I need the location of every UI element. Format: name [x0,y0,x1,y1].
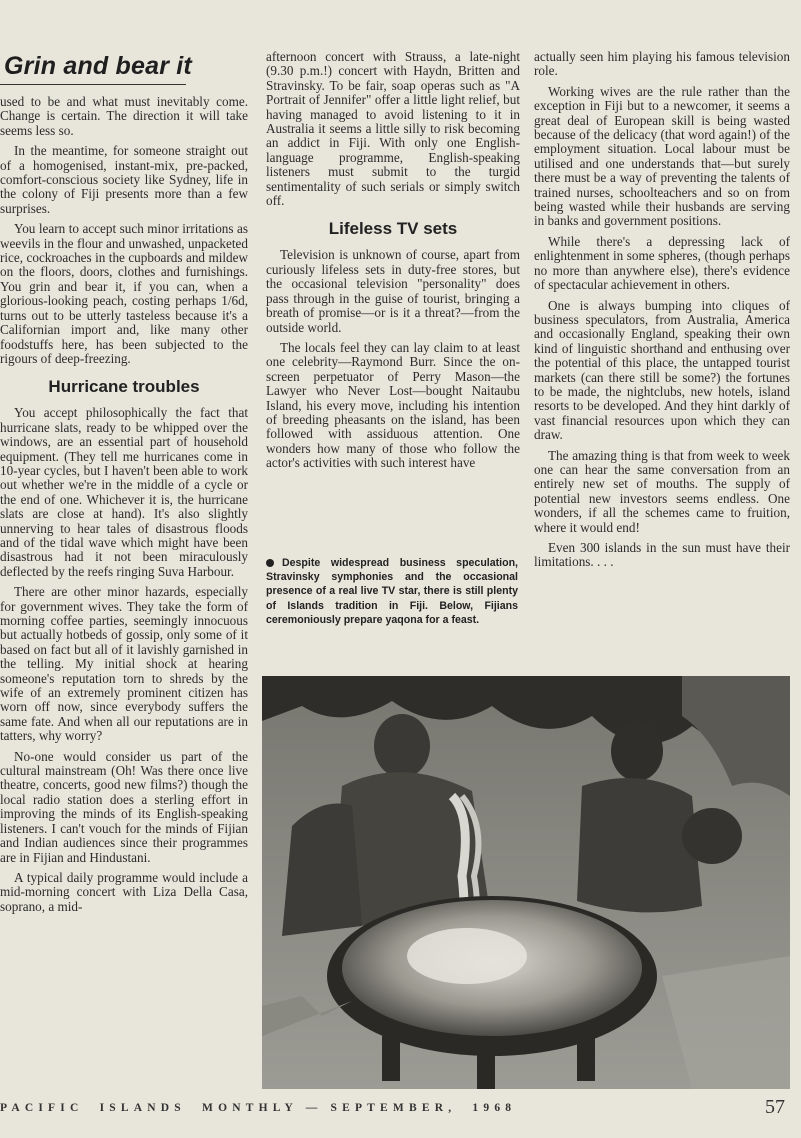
paragraph: While there's a depressing lack of enlightenment in some spheres, (though perhaps no more than anywhere else), there's evidence of spectacular achievement in others. [534,233,790,293]
paragraph: There are other minor hazards, especially for government wives. They take the form of morning coffee parties, seemingly innocuous but actually hotbeds of gossip, only some of it based on fact but all of it lavishly garnished in the telling. My initial shock at hearing someone's reputation torn to shreds by the wife of an extremely prominent citizen has worn off now, since everybody suffers the same fate. And when all our reputations are in tatters, why worry? [0,584,248,744]
paragraph: You accept philosophically the fact that hurricane slats, ready to be whipped over the windows, are an essential part of household equipment. (They tell me hurricanes come in 10-year cycles, but I haven't been able to work out whether we're in the middle of a cycle or the end of one. Whichever it is, the hurricane slats are close at hand). It's also slightly unnerving to hear tales of disastrous floods and of the tidal wave which might have been disastrous had it not been miraculously deflected by the reefs ringing Suva Harbour. [0,405,248,579]
article-column-3 [534,50,790,660]
page-footer [0,1098,801,1128]
paragraph: Even 300 islands in the sun must have their limitations. . . . [534,540,790,570]
paragraph: Working wives are the rule rather than the exception in Fiji but to a newcomer, it seems a great deal of European skill is being wasted because of the delicacy (that word again!) of the employment situation. Local labour must be utilised and one understands that—but surely there must be a way of preventing the talents of trained nurses, schoolteachers and so on from being wasted while their husbands are serving in banks and government positions. [534,83,790,229]
paragraph: No-one would consider us part of the cultural mainstream (Oh! Was there once live theatre, concerts, good new films?) though the local radio station does a sterling effort in improving the minds of its English-speaking listeners. I can't vouch for the minds of Fijian and Indian audiences since their programmes are in Fijian and Hindustani. [0,748,248,865]
photo-caption-text: Despite widespread business speculation, Stravinsky symphonies and the occasional presence of a real live TV star, there is still plenty of Islands tradition in Fiji. Below, Fijians ceremoniously prepare yaqona for a feast. [266,557,518,626]
headline-rule [0,84,186,85]
photo-caption [266,556,518,627]
publication-line: PACIFIC ISLANDS MONTHLY — SEPTEMBER, 1968 [0,1102,517,1114]
paragraph: You learn to accept such minor irritations as weevils in the flour and unwashed, unpacketed rice, cockroaches in the cupboards and mildew on the floors, doors, clothes and furnishings. You grin and bear it, if you can, when a glorious-looking peach, costing perhaps 1/6d, turns out to be utterly tasteless because it's a Californian import and, like many other foodstuffs here, has been subjected to the rigours of deep-freezing. [0,221,248,366]
section-subhead-hurricane: Hurricane troubles [48,377,200,397]
paragraph: A typical daily programme would include a mid-morning concert with Liza Della Casa, soprano, a mid- [0,869,248,914]
page-number: 57 [765,1096,785,1118]
bullet-icon [266,559,274,567]
paragraph: Television is unknown of course, apart from curiously lifeless sets in duty-free stores, but the occasional television "personality" does pass through in the guise of tourist, bringing a breath of promise—or is it a threat?—from the outside world. [266,247,520,335]
paragraph: actually seen him playing his famous television role. [534,50,790,79]
article-headline: Grin and bear it [4,52,192,80]
paragraph: In the meantime, for someone straight out of a homogenised, instant-mix, pre-packed, comfort-conscious society like Sydney, life in the colony of Fiji presents more than a few surprises. [0,143,248,216]
yaqona-ceremony-photo [262,676,790,1089]
article-column-1 [0,52,248,1102]
paragraph: One is always bumping into cliques of business speculators, from Australia, America and occasionally England, speaking their own kind of linguistic shorthand and enthusing over the potential of this place, the untapped tourist markets (can there still be some?) the fortunes to be made, the nightclubs, new hotels, island resorts to be developed. And they hint darkly of vast financial resources upon which they can draw. [534,297,790,443]
paragraph: afternoon concert with Strauss, a late-night (9.30 p.m.!) concert with Haydn, Britten and Stravinsky. To be fair, soap operas such as "A Portrait of Jennifer" offer a little light relief, but having managed to avoid listening to it in Australia it seems a little silly to risk becoming an addict in Fiji. With only one English-language programme, English-speaking listeners must submit to the turgid sentimentality of such serials or simply switch off. [266,50,520,209]
section-subhead-tv: Lifeless TV sets [328,219,458,239]
paragraph: The amazing thing is that from week to week one can hear the same conversation from an entirely new set of mouths. The supply of potential new investors seems endless. One wonders, if all the schemes came to fruition, where it would end! [534,447,790,535]
paragraph: used to be and what must inevitably come. Change is certain. The direction it will take seems less so. [0,94,248,138]
paragraph: The locals feel they can lay claim to at least one celebrity—Raymond Burr. Since the on-screen perpetuator of Perry Mason—the Lawyer who Never Lost—bought Naitaubu Island, his every move, including his intention of breeding pheasants on the island, has been followed with assiduous attention. One wonders how many of those who follow the actor's activities with such interest have [266,339,520,471]
